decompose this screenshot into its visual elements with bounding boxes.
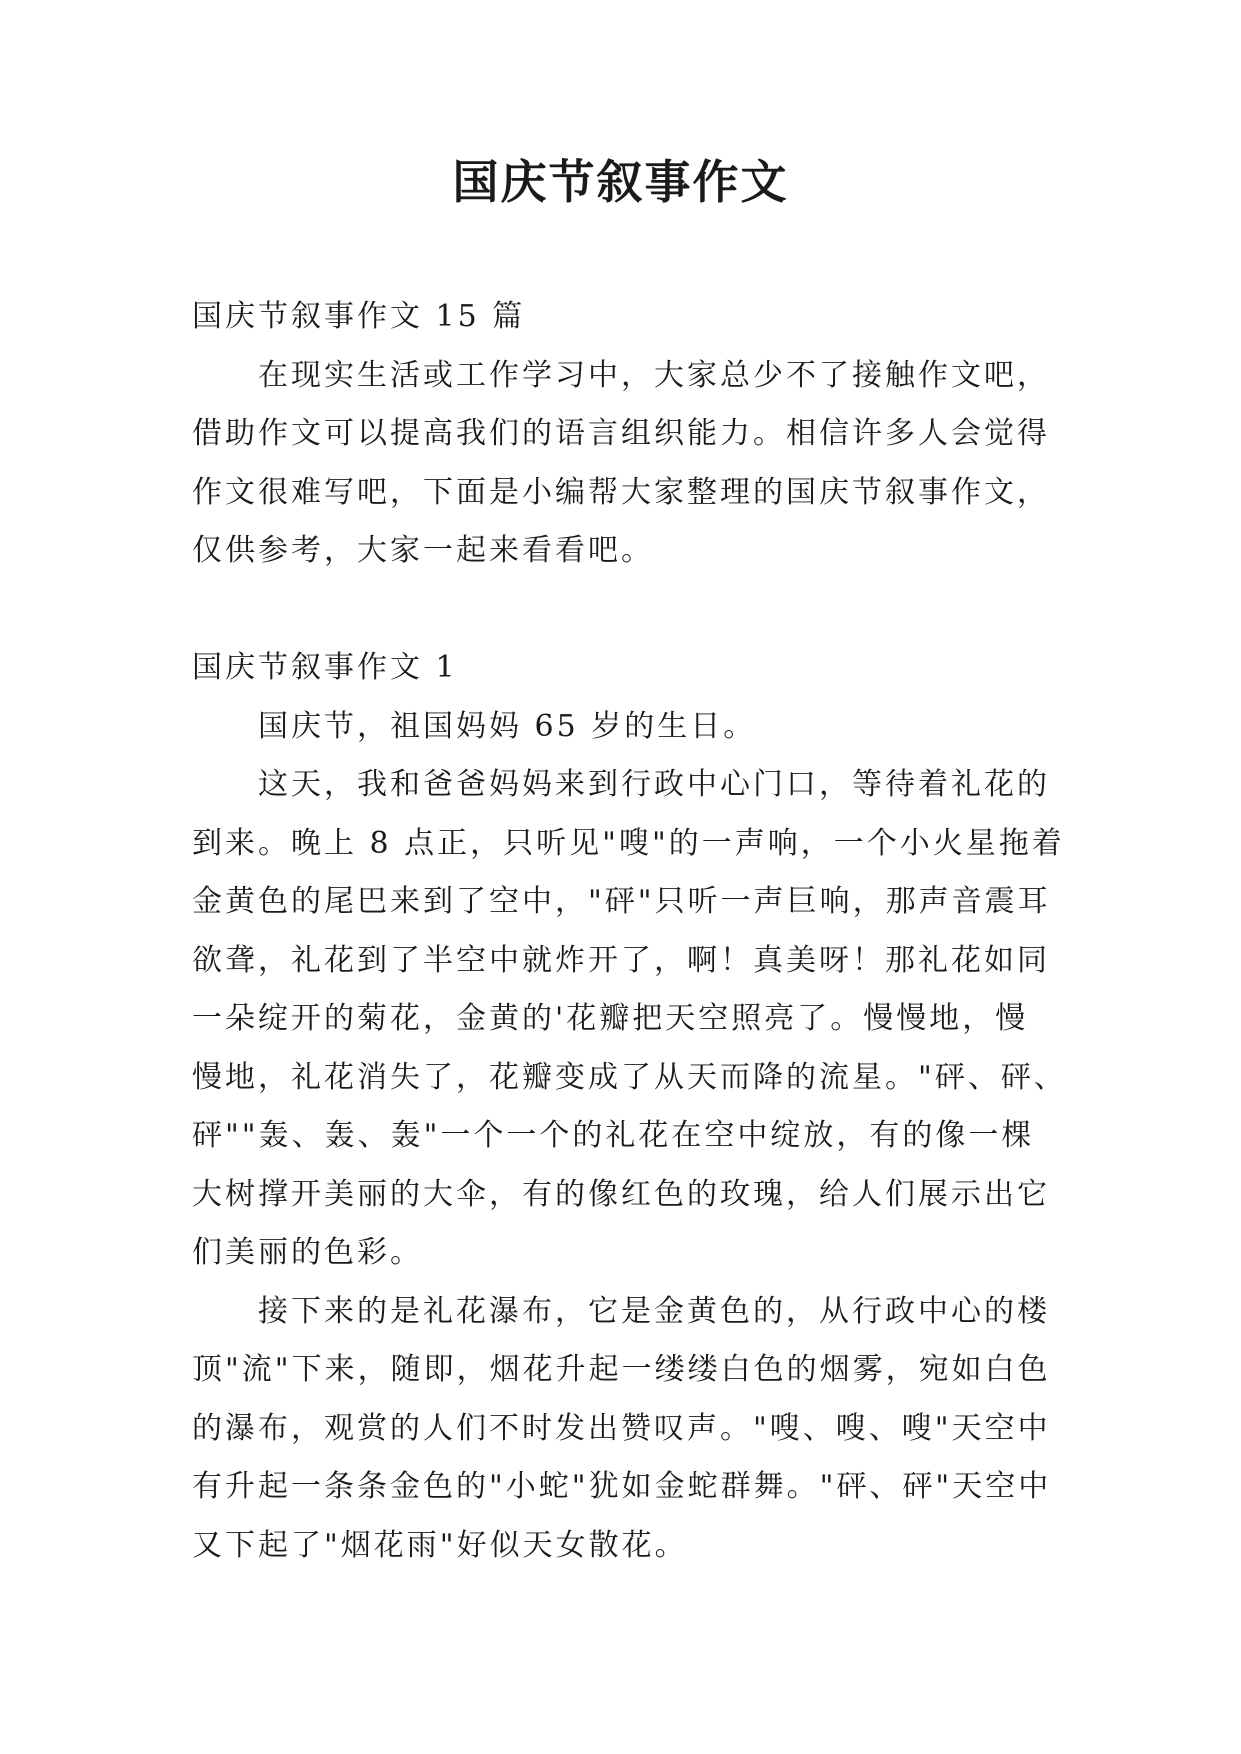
paragraph-line: 有升起一条条金色的"小蛇"犹如金蛇群舞。"砰、砰"天空中 (192, 1469, 1052, 1504)
paragraph-line: 又下起了"烟花雨"好似天女散花。 (192, 1527, 688, 1563)
paragraph-line: 砰""轰、轰、轰"一个一个的礼花在空中绽放，有的像一棵 (192, 1118, 1035, 1153)
paragraph-line: 大树撑开美丽的大伞，有的像红色的玫瑰，给人们展示出它 (192, 1176, 1050, 1212)
intro-line: 作文很难写吧，下面是小编帮大家整理的国庆节叙事作文， (192, 474, 1050, 510)
paragraph-line: 国庆节，祖国妈妈 65 岁的生日。 (258, 708, 757, 744)
paragraph-line: 顶"流"下来，随即，烟花升起一缕缕白色的烟雾，宛如白色 (192, 1352, 1051, 1387)
document-subtitle: 国庆节叙事作文 15 篇 (192, 299, 526, 334)
intro-line: 借助作文可以提高我们的语言组织能力。相信许多人会觉得 (192, 416, 1050, 451)
intro-paragraph (192, 347, 1062, 581)
paragraph-fireworks (192, 756, 1067, 1283)
paragraph-line: 这天，我和爸爸妈妈来到行政中心门口，等待着礼花的 (258, 767, 1050, 802)
paragraph-line: 欲聋，礼花到了半空中就炸开了，啊！真美呀！那礼花如同 (192, 942, 1050, 978)
paragraph-line: 们美丽的色彩。 (192, 1235, 423, 1270)
intro-line: 仅供参考，大家一起来看看吧。 (192, 533, 654, 568)
intro-line: 在现实生活或工作学习中，大家总少不了接触作文吧， (258, 357, 1050, 393)
paragraph-line: 一朵绽开的菊花，金黄的'花瓣把天空照亮了。慢慢地，慢 (192, 1001, 1029, 1036)
paragraph-line: 接下来的是礼花瀑布，它是金黄色的，从行政中心的楼 (258, 1293, 1050, 1329)
document-body (192, 288, 1067, 1575)
paragraph-spacer (192, 581, 1062, 640)
document-title: 国庆节叙事作文 (452, 155, 789, 209)
paragraph-line: 金黄色的尾巴来到了空中，"砰"只听一声巨响，那声音震耳 (192, 884, 1051, 919)
section-heading: 国庆节叙事作文 1 (192, 650, 458, 685)
paragraph-line: 慢地，礼花消失了，花瓣变成了从天而降的流星。"砰、砰、 (192, 1059, 1067, 1095)
paragraph-line: 到来。晚上 8 点正，只听见"嗖"的一声响，一个小火星拖着 (192, 825, 1065, 861)
paragraph-line: 的瀑布，观赏的人们不时发出赞叹声。"嗖、嗖、嗖"天空中 (192, 1410, 1051, 1446)
paragraph-waterfall (192, 1283, 1062, 1576)
